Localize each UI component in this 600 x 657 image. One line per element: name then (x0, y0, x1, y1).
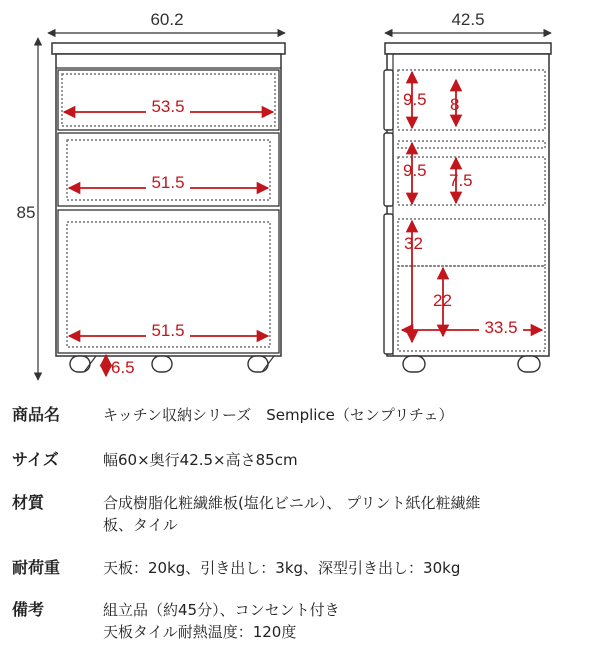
side-view (384, 10, 551, 372)
spec-row-material (12, 492, 572, 536)
spec-value-material: 合成樹脂化粧繊維板(塩化ビニル）、 プリント紙化粧繊維 板、タイル (103, 494, 481, 534)
front-height-label: 85 (16, 203, 36, 222)
spec-row-size (12, 449, 572, 471)
spec-key-notes: 備考 (12, 600, 45, 619)
front-view (17, 10, 285, 380)
front-width-dimension (48, 10, 285, 33)
spec-row-product-name (12, 404, 572, 426)
side-depth-dimension (385, 10, 551, 33)
spec-key-product-name: 商品名 (12, 405, 61, 424)
side-depth-label: 42.5 (451, 10, 485, 29)
bottom-drawer-inner-height-label: 22 (433, 291, 452, 310)
front-top-drawer-width-label: 53.5 (151, 97, 185, 116)
spec-value-product-name: キッチン収納シリーズ Semplice（センプリチェ） (103, 406, 454, 424)
top-drawer-inner-height-label: 8 (450, 95, 460, 114)
front-width-label: 60.2 (150, 10, 184, 29)
spec-value-size: 幅60×奥行42.5×高さ85cm (103, 451, 298, 469)
front-height-dimension (17, 38, 38, 380)
front-bottom-drawer-width-label: 51.5 (151, 321, 185, 340)
inner-depth-label: 33.5 (484, 318, 518, 337)
spec-key-size: サイズ (12, 450, 59, 469)
front-middle-drawer-width-label: 51.5 (151, 173, 185, 192)
caster-clearance-dimension (106, 355, 135, 377)
side-casters (403, 356, 540, 372)
middle-drawer-inner-height-label: 7.5 (449, 171, 473, 190)
spec-row-load-capacity (12, 557, 572, 579)
front-casters (70, 356, 274, 372)
spec-row-notes (12, 599, 572, 643)
front-countertop (52, 43, 285, 54)
spec-value-load-capacity: 天板：20kg、引き出し：3kg、深型引き出し：30kg (103, 559, 461, 577)
side-countertop (385, 43, 551, 54)
caster-clearance-label: 6.5 (111, 358, 135, 377)
spec-key-material: 材質 (12, 493, 45, 512)
spec-value-notes: 組立品（約45分）、コンセント付き 天板タイル耐熱温度：120度 (103, 601, 340, 641)
top-drawer-outer-height-label: 9.5 (403, 90, 427, 109)
middle-drawer-outer-height-label: 9.5 (403, 161, 427, 180)
spec-key-load-capacity: 耐荷重 (12, 558, 61, 577)
bottom-drawer-outer-height-label: 32 (404, 234, 423, 253)
